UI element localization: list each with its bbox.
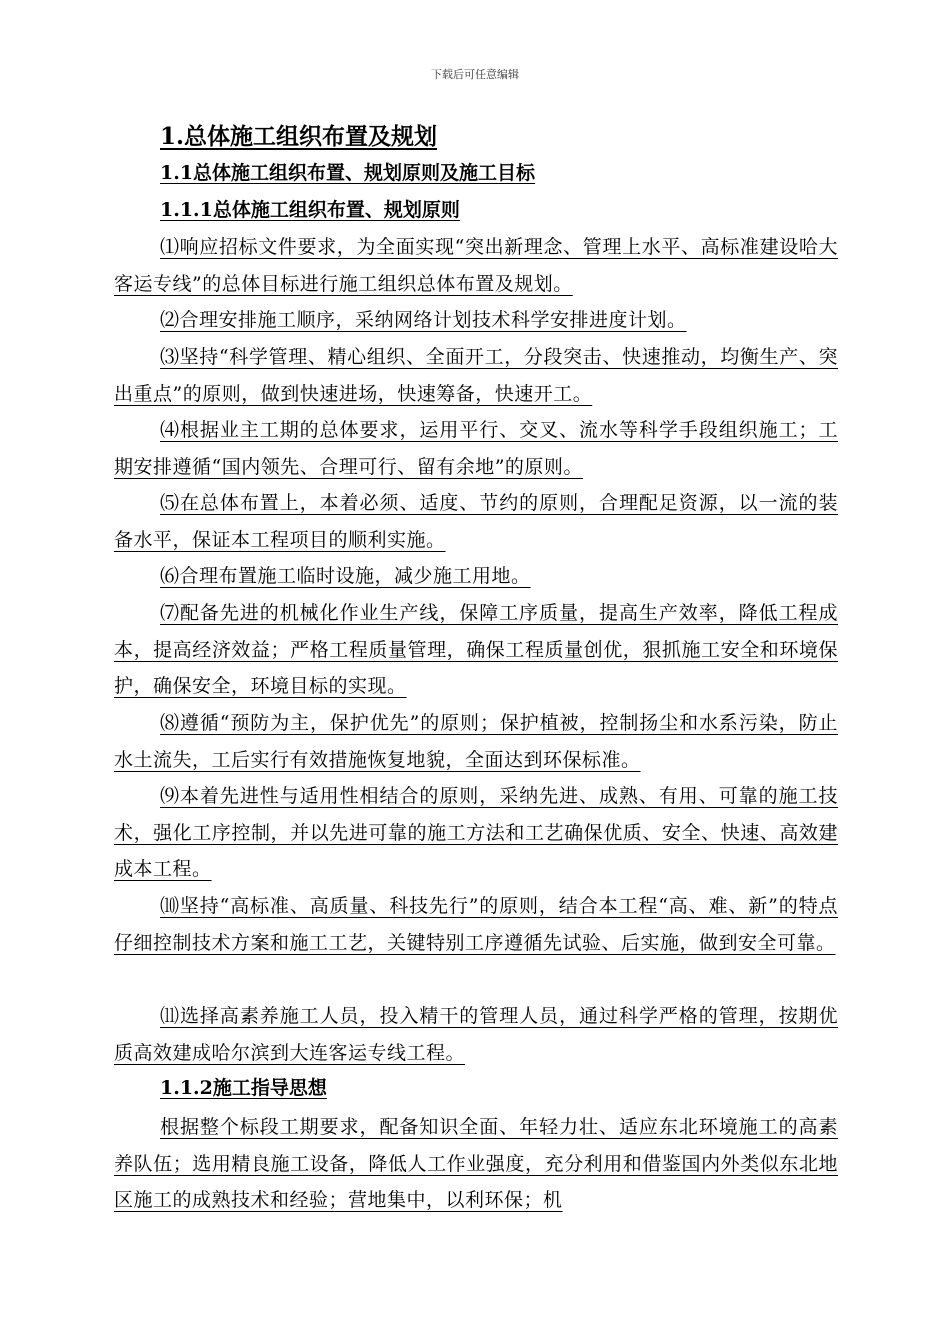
principle-paragraph-3: ⑶坚持“科学管理、精心组织、全面开工，分段突击、快速推动，均衡生产、突出重点”的原则，做到快速进场，快速筹备，快速开工。 [114,346,838,405]
principle-paragraph-11: ⑾选择高素养施工人员，投入精干的管理人员，通过科学严格的管理，按期优质高效建成哈尔滨到大连客运专线工程。 [114,1005,838,1064]
heading-1-1-2: 1.1.2施工指导思想 [160,1077,327,1099]
heading-1: 1.总体施工组织布置及规划 [160,123,438,150]
principle-paragraph-5: ⑸在总体布置上，本着必须、适度、节约的原则，合理配足资源，以一流的装备水平，保证本工程项目的顺利实施。 [114,492,838,551]
principle-paragraph-1: ⑴响应招标文件要求，为全面实现“突出新理念、管理上水平、高标准建设哈大客运专线”的总体目标进行施工组织总体布置及规划。 [114,236,838,295]
header-note: 下载后可任意编辑 [431,68,519,81]
heading-1-1-1: 1.1.1总体施工组织布置、规划原则 [160,199,460,221]
principle-paragraph-6: ⑹合理布置施工临时设施，减少施工用地。 [160,565,531,587]
guiding-paragraph: 根据整个标段工期要求，配备知识全面、年轻力壮、适应东北环境施工的高素养队伍；选用精良施工设备，降低人工作业强度，充分利用和借鉴国内外类似东北地区施工的成熟技术和经验；营地集中，以利环保；机 [114,1116,838,1211]
principle-paragraph-9: ⑼本着先进性与适用性相结合的原则，采纳先进、成熟、有用、可靠的施工技术，强化工序控制，并以先进可靠的施工方法和工艺确保优质、安全、快速、高效建成本工程。 [114,785,838,880]
principle-paragraph-4: ⑷根据业主工期的总体要求，运用平行、交叉、流水等科学手段组织施工；工期安排遵循“国内领先、合理可行、留有余地”的原则。 [114,419,838,478]
principle-paragraph-2: ⑵合理安排施工顺序，采纳网络计划技术科学安排进度计划。 [160,309,687,331]
principle-paragraph-8: ⑻遵循“预防为主，保护优先”的原则；保护植被，控制扬尘和水系污染，防止水土流失，工后实行有效措施恢复地貌，全面达到环保标准。 [114,712,838,771]
heading-1-1: 1.1总体施工组织布置、规划原则及施工目标 [160,162,536,184]
principle-paragraph-7: ⑺配备先进的机械化作业生产线，保障工序质量，提高生产效率，降低工程成本，提高经济效益；严格工程质量管理，确保工程质量创优，狠抓施工安全和环境保护，确保安全，环境目标的实现。 [114,602,838,697]
principle-paragraph-10: ⑽坚持“高标准、高质量、科技先行”的原则，结合本工程“高、难、新”的特点仔细控制技术方案和施工工艺，关键特别工序遵循先试验、后实施，做到安全可靠。 [114,895,838,954]
